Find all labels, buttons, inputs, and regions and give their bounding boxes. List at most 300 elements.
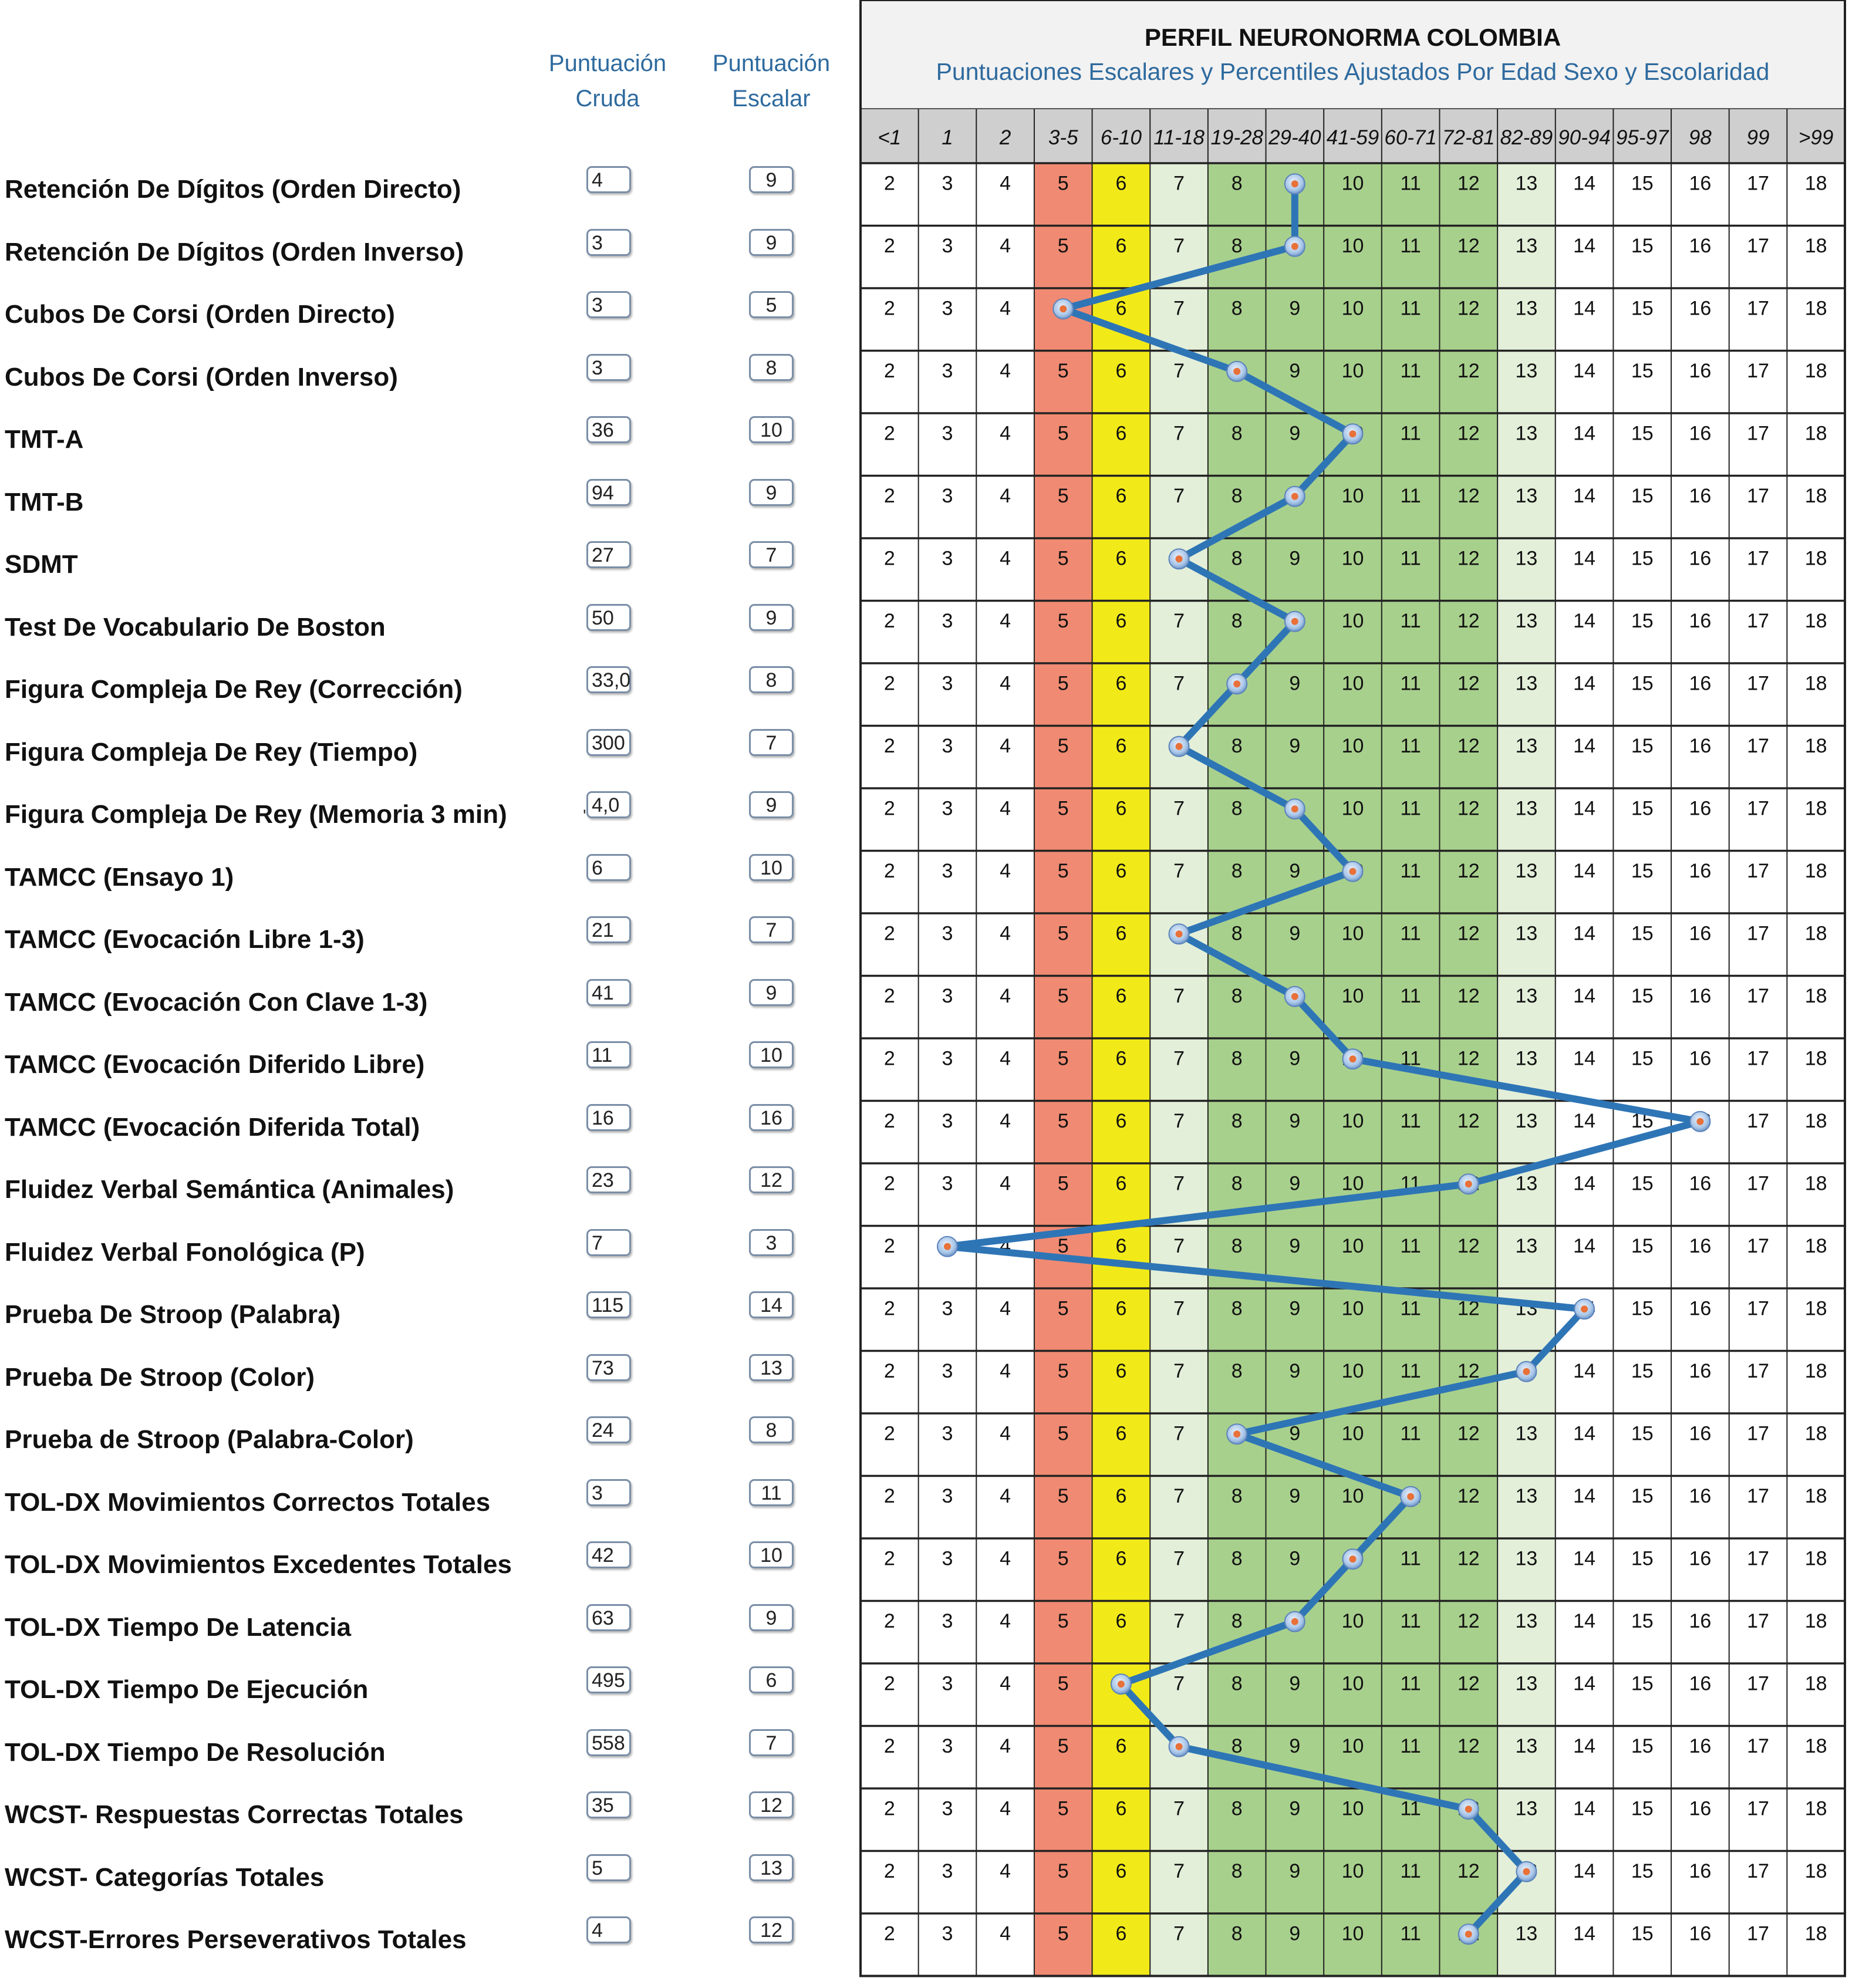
scale-value-cell: 12	[1457, 922, 1480, 945]
profile-point-center	[1118, 1680, 1125, 1687]
scale-value-cell: 17	[1747, 1609, 1769, 1632]
scale-value-cell: 16	[1689, 797, 1712, 820]
scale-value-cell: 16	[1689, 172, 1712, 195]
percentile-band-label: 1	[942, 126, 953, 149]
scale-value-cell: 16	[1689, 609, 1712, 632]
profile-point-center	[1176, 1743, 1183, 1750]
scale-value-cell: 16	[1689, 1672, 1712, 1695]
profile-point-center	[1291, 1618, 1298, 1625]
scale-value-cell: 17	[1747, 172, 1769, 195]
scale-value-cell: 8	[1231, 1484, 1243, 1507]
scale-value-cell: 14	[1573, 1172, 1596, 1195]
scale-value-cell: 3	[942, 859, 953, 882]
scale-value-cell: 6	[1115, 672, 1127, 695]
scale-value-cell: 2	[883, 297, 895, 320]
scaled-score-box: 9	[749, 166, 794, 193]
scale-value-cell: 4	[1000, 484, 1011, 507]
scale-value-cell: 16	[1689, 1422, 1712, 1445]
scale-value-cell: 15	[1631, 1859, 1654, 1882]
profile-point-center	[1465, 1930, 1472, 1938]
scale-value-cell: 10	[1341, 1484, 1364, 1507]
scale-value-cell: 17	[1747, 1547, 1769, 1570]
scale-value-cell: 13	[1515, 422, 1538, 445]
scale-value-cell: 5	[1057, 609, 1069, 632]
scale-value-cell: 12	[1457, 1297, 1480, 1320]
raw-score-box: 558	[586, 1729, 631, 1756]
scale-value-cell: 12	[1457, 672, 1480, 695]
scale-value-cell: 7	[1173, 484, 1185, 507]
scale-value-cell: 15	[1631, 734, 1654, 757]
scale-value-cell: 3	[942, 1422, 953, 1445]
scale-value-cell: 14	[1573, 734, 1596, 757]
scale-value-cell: 18	[1804, 297, 1827, 320]
scale-value-cell: 15	[1631, 422, 1654, 445]
scale-value-cell: 15	[1631, 1172, 1654, 1195]
scaled-score-header-line1: Puntuación	[712, 50, 831, 76]
scale-value-cell: 14	[1573, 1672, 1596, 1695]
scale-value-cell: 3	[942, 672, 953, 695]
scale-value-cell: 2	[883, 1047, 895, 1070]
scale-value-cell: 10	[1341, 1609, 1364, 1632]
raw-score-box: 27	[586, 541, 631, 568]
scale-value-cell: 2	[883, 1297, 895, 1320]
scale-value-cell: 5	[1057, 1609, 1069, 1632]
scale-value-cell: 12	[1457, 484, 1480, 507]
scale-value-cell: 8	[1231, 1672, 1243, 1695]
test-label: Test De Vocabulario De Boston	[5, 612, 386, 642]
scale-value-cell: 17	[1747, 359, 1769, 382]
scale-value-cell: 4	[1000, 1797, 1011, 1820]
scale-value-cell: 7	[1173, 609, 1185, 632]
scale-value-cell: 17	[1747, 1859, 1769, 1882]
scale-value-cell: 18	[1804, 1047, 1827, 1070]
scale-value-cell: 12	[1457, 422, 1480, 445]
scale-value-cell: 13	[1515, 859, 1538, 882]
scale-value-cell: 7	[1173, 1672, 1185, 1695]
scale-value-cell: 5	[1057, 984, 1069, 1007]
scale-value-cell: 13	[1515, 1422, 1538, 1445]
scale-value-cell: 13	[1515, 797, 1538, 820]
scale-value-cell: 13	[1515, 1484, 1538, 1507]
scale-value-cell: 2	[883, 1859, 895, 1882]
raw-score-box: 33,0	[586, 666, 631, 693]
scale-value-cell: 16	[1689, 234, 1712, 257]
scaled-score-box: 9	[749, 791, 794, 818]
scale-value-cell: 3	[942, 1672, 953, 1695]
scale-value-cell: 2	[883, 172, 895, 195]
scale-value-cell: 18	[1804, 1422, 1827, 1445]
scale-value-cell: 11	[1400, 172, 1421, 195]
scale-value-cell: 17	[1747, 1422, 1769, 1445]
scale-value-cell: 7	[1173, 359, 1185, 382]
scale-value-cell: 14	[1573, 1359, 1596, 1382]
scale-value-cell: 18	[1804, 172, 1827, 195]
scale-value-cell: 9	[1289, 1734, 1301, 1757]
scale-value-cell: 18	[1804, 1172, 1827, 1195]
scale-value-cell: 4	[1000, 797, 1011, 820]
scale-value-cell: 10	[1341, 922, 1364, 945]
scale-value-cell: 11	[1400, 1547, 1421, 1570]
scale-value-cell: 11	[1400, 1922, 1421, 1945]
raw-score-box: 35	[586, 1791, 631, 1818]
scale-value-cell: 7	[1173, 1234, 1185, 1257]
scale-value-cell: 18	[1804, 1359, 1827, 1382]
scale-value-cell: 12	[1457, 1109, 1480, 1132]
scale-value-cell: 12	[1457, 1734, 1480, 1757]
scale-value-cell: 3	[942, 1609, 953, 1632]
scale-value-cell: 11	[1400, 484, 1421, 507]
scale-value-cell: 9	[1289, 1422, 1301, 1445]
scale-value-cell: 7	[1173, 672, 1185, 695]
scale-value-cell: 3	[942, 1484, 953, 1507]
scale-value-cell: 3	[942, 609, 953, 632]
scale-value-cell: 4	[1000, 1422, 1011, 1445]
scale-value-cell: 12	[1457, 1047, 1480, 1070]
scale-value-cell: 17	[1747, 672, 1769, 695]
scale-value-cell: 18	[1804, 1672, 1827, 1695]
scale-value-cell: 4	[1000, 1484, 1011, 1507]
scale-value-cell: 8	[1231, 172, 1243, 195]
scale-value-cell: 17	[1747, 984, 1769, 1007]
scale-value-cell: 7	[1173, 234, 1185, 257]
scale-value-cell: 5	[1057, 484, 1069, 507]
scale-value-cell: 14	[1573, 547, 1596, 570]
scale-value-cell: 11	[1400, 297, 1421, 320]
scale-value-cell: 18	[1804, 1297, 1827, 1320]
scale-value-cell: 10	[1341, 1797, 1364, 1820]
scale-value-cell: 12	[1457, 1359, 1480, 1382]
test-label: TAMCC (Evocación Diferida Total)	[5, 1112, 420, 1142]
scale-value-cell: 15	[1631, 859, 1654, 882]
scale-value-cell: 7	[1173, 984, 1185, 1007]
scale-value-cell: 16	[1689, 422, 1712, 445]
chart-title: PERFIL NEURONORMA COLOMBIA	[1144, 23, 1561, 51]
profile-point-center	[1291, 493, 1298, 500]
profile-point-center	[1581, 1305, 1588, 1312]
scale-value-cell: 15	[1631, 1609, 1654, 1632]
raw-score-box: 3	[586, 291, 631, 318]
scale-value-cell: 16	[1689, 1859, 1712, 1882]
scale-value-cell: 9	[1289, 859, 1301, 882]
scale-value-cell: 6	[1115, 984, 1127, 1007]
scale-value-cell: 2	[883, 1109, 895, 1132]
profile-point-center	[1407, 1493, 1414, 1500]
test-label: TAMCC (Ensayo 1)	[5, 862, 234, 892]
percentile-band-label: 90-94	[1558, 126, 1611, 149]
scale-value-cell: 15	[1631, 484, 1654, 507]
scale-value-cell: 17	[1747, 859, 1769, 882]
scaled-score-box: 3	[749, 1229, 794, 1256]
scale-value-cell: 8	[1231, 984, 1243, 1007]
scale-value-cell: 13	[1515, 172, 1538, 195]
scale-value-cell: 2	[883, 1922, 895, 1945]
scale-value-cell: 16	[1689, 922, 1712, 945]
percentile-band-label: 19-28	[1210, 126, 1263, 149]
scale-value-cell: 17	[1747, 1297, 1769, 1320]
scale-value-cell: 2	[883, 234, 895, 257]
scale-value-cell: 6	[1115, 609, 1127, 632]
scale-value-cell: 16	[1689, 1234, 1712, 1257]
scale-value-cell: 11	[1400, 797, 1421, 820]
scale-value-cell: 6	[1115, 797, 1127, 820]
scale-value-cell: 4	[1000, 672, 1011, 695]
scale-value-cell: 13	[1515, 984, 1538, 1007]
scale-value-cell: 2	[883, 547, 895, 570]
scaled-score-box: 10	[749, 416, 794, 443]
chart-subtitle: Puntuaciones Escalares y Percentiles Ajustados Por Edad Sexo y Escolaridad	[936, 58, 1770, 85]
scale-value-cell: 15	[1631, 1484, 1654, 1507]
scale-value-cell: 2	[883, 1547, 895, 1570]
test-label: Prueba De Stroop (Palabra)	[5, 1300, 341, 1329]
scale-value-cell: 6	[1115, 1859, 1127, 1882]
scale-value-cell: 18	[1804, 922, 1827, 945]
scale-value-cell: 6	[1115, 234, 1127, 257]
scale-value-cell: 13	[1515, 922, 1538, 945]
scale-value-cell: 18	[1804, 234, 1827, 257]
scale-value-cell: 6	[1115, 1109, 1127, 1132]
scale-value-cell: 5	[1057, 1422, 1069, 1445]
scale-value-cell: 6	[1115, 1734, 1127, 1757]
scale-value-cell: 6	[1115, 1047, 1127, 1070]
scaled-score-box: 9	[749, 479, 794, 506]
scale-value-cell: 12	[1457, 1484, 1480, 1507]
test-label: TMT-A	[5, 425, 84, 454]
scale-value-cell: 6	[1115, 297, 1127, 320]
scale-value-cell: 15	[1631, 1922, 1654, 1945]
scale-value-cell: 8	[1231, 859, 1243, 882]
scale-value-cell: 4	[1000, 1547, 1011, 1570]
scale-value-cell: 8	[1231, 1797, 1243, 1820]
scale-value-cell: 14	[1573, 1859, 1596, 1882]
scale-value-cell: 14	[1573, 1609, 1596, 1632]
profile-point-center	[1523, 1868, 1530, 1875]
scale-value-cell: 18	[1804, 422, 1827, 445]
test-label: Retención De Dígitos (Orden Inverso)	[5, 237, 464, 266]
scale-value-cell: 3	[942, 1047, 953, 1070]
scale-value-cell: 3	[942, 172, 953, 195]
scale-value-cell: 17	[1747, 1234, 1769, 1257]
scale-value-cell: 5	[1057, 1797, 1069, 1820]
scale-value-cell: 15	[1631, 609, 1654, 632]
scale-value-cell: 10	[1341, 359, 1364, 382]
scale-value-cell: 18	[1804, 672, 1827, 695]
chart-header-panel	[861, 0, 1845, 109]
scale-value-cell: 2	[883, 1234, 895, 1257]
scale-value-cell: 4	[1000, 1859, 1011, 1882]
scale-value-cell: 14	[1573, 672, 1596, 695]
profile-point-center	[1291, 243, 1298, 250]
scale-value-cell: 8	[1231, 1859, 1243, 1882]
scale-value-cell: 6	[1115, 1609, 1127, 1632]
scale-value-cell: 12	[1457, 1547, 1480, 1570]
scale-value-cell: 9	[1289, 1359, 1301, 1382]
scale-value-cell: 14	[1573, 1797, 1596, 1820]
test-label: TAMCC (Evocación Con Clave 1-3)	[5, 987, 428, 1017]
profile-point-center	[1233, 368, 1240, 375]
scale-value-cell: 13	[1515, 1609, 1538, 1632]
scale-value-cell: 14	[1573, 1109, 1596, 1132]
raw-score-box: 4	[586, 166, 631, 193]
scale-value-cell: 4	[1000, 297, 1011, 320]
test-label: TOL-DX Movimientos Correctos Totales	[5, 1487, 491, 1517]
profile-point-center	[1465, 1805, 1472, 1813]
scale-value-cell: 7	[1173, 1359, 1185, 1382]
test-label: TAMCC (Evocación Libre 1-3)	[5, 925, 365, 954]
scale-value-cell: 5	[1057, 547, 1069, 570]
profile-point-center	[1233, 1430, 1240, 1437]
scale-value-cell: 16	[1689, 1047, 1712, 1070]
scale-value-cell: 13	[1515, 359, 1538, 382]
percentile-band-label: 95-97	[1615, 126, 1669, 149]
scale-value-cell: 2	[883, 734, 895, 757]
scale-value-cell: 18	[1804, 984, 1827, 1007]
scale-value-cell: 18	[1804, 1797, 1827, 1820]
scale-value-cell: 3	[942, 422, 953, 445]
scale-value-cell: 7	[1173, 859, 1185, 882]
scale-value-cell: 4	[1000, 1047, 1011, 1070]
scaled-score-box: 8	[749, 1416, 794, 1443]
profile-point-center	[1291, 180, 1298, 187]
percentile-band-label: 82-89	[1500, 126, 1553, 149]
scale-value-cell: 3	[942, 922, 953, 945]
scale-value-cell: 13	[1515, 547, 1538, 570]
scale-value-cell: 14	[1573, 797, 1596, 820]
scale-value-cell: 16	[1689, 1609, 1712, 1632]
raw-score-box: 4,0	[586, 791, 631, 818]
scale-value-cell: 5	[1057, 422, 1069, 445]
scale-value-cell: 7	[1173, 1422, 1185, 1445]
scale-value-cell: 11	[1400, 1359, 1421, 1382]
scale-value-cell: 12	[1457, 172, 1480, 195]
scale-value-cell: 13	[1515, 1797, 1538, 1820]
scale-value-cell: 17	[1747, 484, 1769, 507]
profile-point-center	[1291, 805, 1298, 812]
test-label: WCST- Categorías Totales	[5, 1862, 325, 1892]
test-label: Prueba De Stroop (Color)	[5, 1362, 315, 1392]
scale-value-cell: 9	[1289, 359, 1301, 382]
scale-value-cell: 13	[1515, 297, 1538, 320]
percentile-band-label: 2	[999, 126, 1011, 149]
raw-score-box: 6	[586, 854, 631, 881]
scale-value-cell: 3	[942, 1922, 953, 1945]
scale-value-cell: 3	[942, 1359, 953, 1382]
scale-value-cell: 11	[1400, 1172, 1421, 1195]
profile-point-center	[1176, 743, 1183, 750]
scale-value-cell: 5	[1057, 734, 1069, 757]
scale-value-cell: 9	[1289, 1797, 1301, 1820]
scale-value-cell: 18	[1804, 609, 1827, 632]
scaled-score-box: 12	[749, 1166, 794, 1193]
percentile-band-label: 3-5	[1048, 126, 1078, 149]
scale-value-cell: 16	[1689, 1359, 1712, 1382]
scale-value-cell: 17	[1747, 1734, 1769, 1757]
scale-value-cell: 4	[1000, 234, 1011, 257]
profile-point-center	[1349, 430, 1357, 437]
scale-value-cell: 16	[1689, 859, 1712, 882]
scale-value-cell: 15	[1631, 1297, 1654, 1320]
scale-value-cell: 17	[1747, 1672, 1769, 1695]
percentile-band-label: 41-59	[1326, 126, 1379, 149]
scale-value-cell: 7	[1173, 1547, 1185, 1570]
scale-value-cell: 11	[1400, 1109, 1421, 1132]
test-label: TOL-DX Movimientos Excedentes Totales	[5, 1550, 512, 1579]
test-label: Fluidez Verbal Fonológica (P)	[5, 1237, 365, 1267]
test-label: Figura Compleja De Rey (Corrección)	[5, 675, 463, 704]
scale-value-cell: 16	[1689, 734, 1712, 757]
scale-value-cell: 3	[942, 234, 953, 257]
test-label: Figura Compleja De Rey (Memoria 3 min)	[5, 800, 507, 829]
scale-value-cell: 12	[1457, 734, 1480, 757]
scale-value-cell: 16	[1689, 484, 1712, 507]
scale-value-cell: 14	[1573, 984, 1596, 1007]
profile-point-center	[1349, 868, 1357, 875]
scale-value-cell: 9	[1289, 1172, 1301, 1195]
raw-score-box: 41	[586, 979, 631, 1006]
scale-value-cell: 13	[1515, 1297, 1538, 1320]
scale-value-cell: 15	[1631, 1734, 1654, 1757]
scale-value-cell: 12	[1457, 984, 1480, 1007]
scaled-score-box: 8	[749, 666, 794, 693]
scale-value-cell: 2	[883, 1359, 895, 1382]
raw-score-box: 23	[586, 1166, 631, 1193]
scaled-score-box: 16	[749, 1104, 794, 1131]
scale-value-cell: 7	[1173, 1859, 1185, 1882]
scale-value-cell: 10	[1341, 172, 1364, 195]
test-label: TOL-DX Tiempo De Latencia	[5, 1612, 352, 1642]
scale-value-cell: 5	[1057, 1359, 1069, 1382]
scale-value-cell: 14	[1573, 1922, 1596, 1945]
scale-value-cell: 9	[1289, 1109, 1301, 1132]
percentile-band-label: 29-40	[1268, 126, 1321, 149]
profile-point-center	[1349, 1555, 1357, 1562]
scale-value-cell: 12	[1457, 359, 1480, 382]
test-label: TMT-B	[5, 487, 84, 517]
scale-value-cell: 4	[1000, 859, 1011, 882]
scale-value-cell: 8	[1231, 484, 1243, 507]
scaled-score-box: 7	[749, 541, 794, 568]
scale-value-cell: 14	[1573, 1047, 1596, 1070]
scaled-score-box: 9	[749, 229, 794, 256]
scale-value-cell: 4	[1000, 1109, 1011, 1132]
scale-value-cell: 18	[1804, 1547, 1827, 1570]
scale-value-cell: 18	[1804, 1922, 1827, 1945]
scale-value-cell: 10	[1341, 1922, 1364, 1945]
scale-value-cell: 5	[1057, 859, 1069, 882]
scale-value-cell: 12	[1457, 1422, 1480, 1445]
scale-value-cell: 16	[1689, 1484, 1712, 1507]
scale-value-cell: 5	[1057, 1484, 1069, 1507]
scale-value-cell: 6	[1115, 1922, 1127, 1945]
scale-value-cell: 14	[1573, 1422, 1596, 1445]
scale-value-cell: 8	[1231, 1234, 1243, 1257]
scale-value-cell: 16	[1689, 1172, 1712, 1195]
scale-value-cell: 4	[1000, 547, 1011, 570]
scale-value-cell: 11	[1400, 1047, 1421, 1070]
profile-point-center	[1291, 993, 1298, 1000]
scale-value-cell: 5	[1057, 1234, 1069, 1257]
scale-value-cell: 8	[1231, 1172, 1243, 1195]
scale-value-cell: 15	[1631, 1797, 1654, 1820]
scale-value-cell: 17	[1747, 547, 1769, 570]
scale-value-cell: 18	[1804, 1109, 1827, 1132]
scale-value-cell: 4	[1000, 1672, 1011, 1695]
scale-value-cell: 11	[1400, 547, 1421, 570]
scale-value-cell: 7	[1173, 1484, 1185, 1507]
percentile-band-label: 72-81	[1442, 126, 1495, 149]
scale-value-cell: 14	[1573, 1484, 1596, 1507]
test-label: Figura Compleja De Rey (Tiempo)	[5, 737, 418, 767]
scale-value-cell: 4	[1000, 1734, 1011, 1757]
